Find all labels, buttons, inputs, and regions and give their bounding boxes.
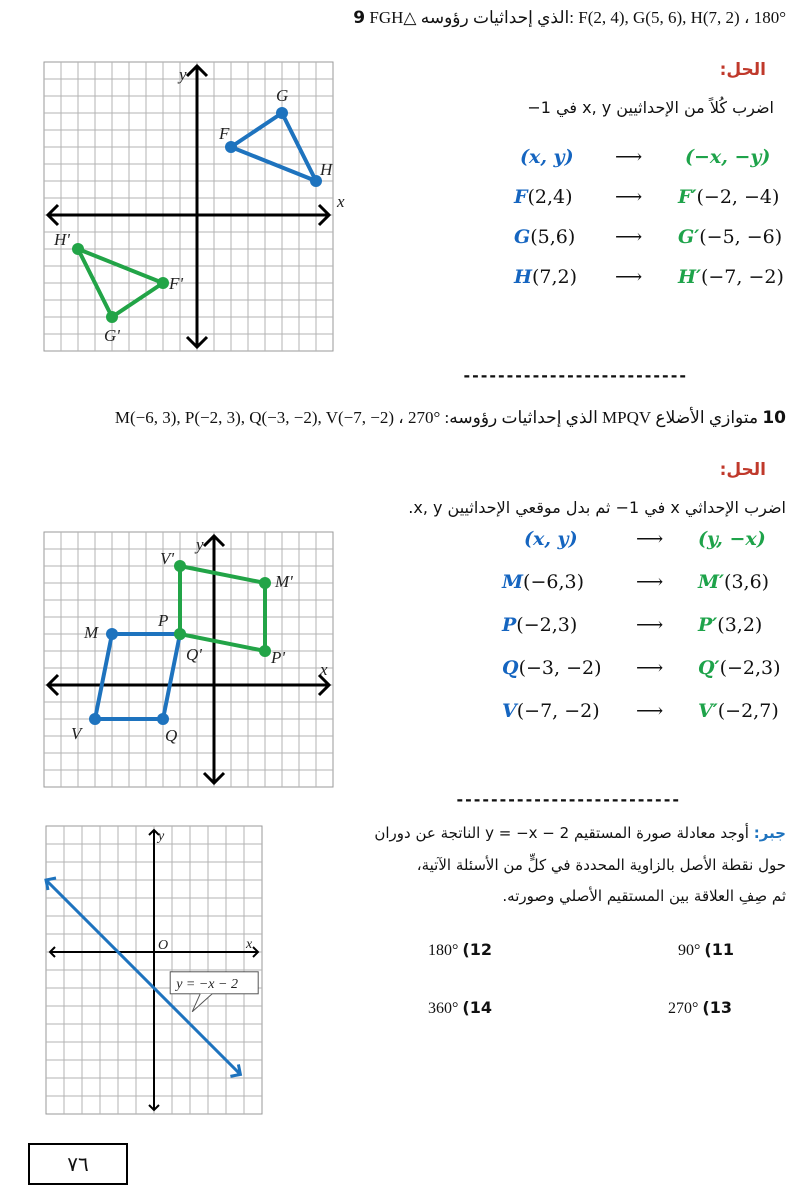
arrow: ⟶ (636, 700, 664, 722)
point-label: H (514, 266, 532, 288)
algebra-text-3: ثم صِفِ العلاقة بين المستقيم الأصلي وصورته. (502, 887, 786, 905)
vertex-point (157, 277, 169, 289)
vertex-label: P (158, 611, 169, 630)
vertex-label: M (84, 623, 99, 642)
x-axis-label: x (320, 660, 328, 679)
exercise-13 (668, 998, 732, 1018)
point-label: P (502, 614, 517, 636)
algebra-text-1: أوجد معادلة صورة المستقيم y = −x − 2 الناتجة عن دوران (374, 824, 749, 842)
equation-pointer (192, 994, 212, 1012)
page-number: ٧٦ (28, 1143, 128, 1185)
vertex-point (89, 713, 101, 725)
vertex-label: Q' (186, 645, 202, 664)
vertex-point (276, 107, 288, 119)
point-label: G (514, 226, 531, 248)
exercise-11 (678, 940, 734, 960)
point-coords: (7,2) (531, 266, 577, 288)
vertex-point (157, 713, 169, 725)
vertex-label: V' (160, 549, 175, 568)
problem-9-instruction: اضرب كُلاً من الإحداثيين x, y في 1− (527, 98, 774, 117)
arrow: ⟶ (636, 657, 664, 679)
algebra-line-1 (374, 824, 786, 842)
image-coords: (−2,3) (719, 657, 781, 679)
problem-9-solution-label: الحل: (719, 60, 766, 80)
algebra-text-2: حول نقطة الأصل بالزاوية المحددة في كلٍّ من الأسئلة الآتية، (416, 856, 786, 874)
vertex-label: Q (165, 726, 178, 745)
image-coords: (−7, −2) (700, 266, 784, 288)
vertex-label: G' (104, 326, 120, 345)
grid-border (44, 62, 333, 351)
image-coords: (3,2) (717, 614, 763, 636)
vertex-label: F' (169, 274, 184, 293)
problem-10-table (488, 528, 788, 743)
exercise-angle: 180° (428, 942, 459, 959)
problem-9-number: 9 (353, 8, 366, 28)
arrow: ⟶ (636, 528, 664, 550)
arrow: ⟶ (636, 614, 664, 636)
divider: -------------------------- (462, 366, 687, 385)
problem-10-number: 10 (762, 408, 786, 428)
image-coords: (−2,7) (717, 700, 779, 722)
vertex-label: V (71, 724, 82, 743)
point-coords: (2,4) (527, 186, 573, 208)
y-axis-label: y (179, 65, 187, 84)
image-label: V′ (698, 700, 718, 722)
y-axis-label: y (158, 829, 165, 844)
x-axis-label: x (246, 937, 253, 952)
header-original: (x, y) (524, 528, 578, 550)
table-row (488, 571, 788, 614)
y-axis-label: y (196, 535, 204, 554)
point-coords: (−6,3) (523, 571, 585, 593)
table-row (488, 657, 788, 700)
point-label: F (514, 186, 528, 208)
arrow: ⟶ (615, 226, 643, 248)
exercise-number: (12 (462, 940, 492, 959)
table-header-row (488, 528, 788, 571)
parallelogram-image (180, 566, 265, 651)
problem-10-statement (115, 408, 786, 428)
exercise-angle: 360° (428, 1000, 459, 1017)
point-coords: (−7, −2) (516, 700, 600, 722)
image-coords: (3,6) (724, 571, 770, 593)
divider: -------------------------- (455, 790, 680, 809)
vertex-point (106, 311, 118, 323)
vertex-label: G (276, 86, 289, 105)
vertex-point (259, 645, 271, 657)
vertex-label: H' (54, 230, 70, 249)
problem-9-text: FGH△ الذي إحداثيات رؤوسه: F(2, 4), G(5, 6), H(7, 2) ، 180° (369, 8, 786, 27)
vertex-label: M' (275, 572, 293, 591)
x-axis-label: x (337, 192, 345, 211)
point-coords: (−3, −2) (518, 657, 602, 679)
vertex-label: F (219, 124, 230, 143)
header-image: (y, −x) (698, 528, 766, 550)
exercise-number: (11 (704, 940, 734, 959)
exercise-12 (428, 940, 492, 960)
exercise-angle: 90° (678, 942, 701, 959)
problem-10-solution-label: الحل: (719, 460, 766, 480)
image-label: H′ (678, 266, 701, 288)
image-coords: (−5, −6) (699, 226, 783, 248)
vertex-point (106, 628, 118, 640)
vertex-label: P' (271, 648, 286, 667)
arrow: ⟶ (636, 571, 664, 593)
point-label: V (502, 700, 517, 722)
exercise-14 (428, 998, 492, 1018)
exercise-angle: 270° (668, 1000, 699, 1017)
vertex-point (259, 577, 271, 589)
vertex-point (72, 243, 84, 255)
image-label: M′ (698, 571, 725, 593)
image-label: F′ (678, 186, 697, 208)
origin-label: O (158, 938, 169, 953)
header-image: (−x, −y) (685, 146, 771, 168)
vertex-label: H (320, 160, 333, 179)
point-coords: (−2,3) (516, 614, 578, 636)
image-label: P′ (698, 614, 718, 636)
arrow: ⟶ (615, 186, 643, 208)
point-coords: (5,6) (530, 226, 576, 248)
point-label: M (502, 571, 524, 593)
table-row (488, 700, 788, 743)
point-label: Q (502, 657, 519, 679)
image-label: Q′ (698, 657, 720, 679)
exercise-number: (14 (462, 998, 492, 1017)
arrow: ⟶ (615, 146, 643, 168)
parallelogram-mpqv (95, 634, 180, 719)
header-original: (x, y) (520, 146, 574, 168)
image-coords: (−2, −4) (696, 186, 780, 208)
problem-10-text: متوازي الأضلاع MPQV الذي إحداثيات رؤوسه: M(−6, 3), P(−2, 3), Q(−3, −2), V(−7, −2) ، 270° (114, 408, 759, 427)
arrow: ⟶ (615, 266, 643, 288)
vertex-point (174, 560, 186, 572)
image-label: G′ (678, 226, 700, 248)
equation-label: y = −x − 2 (176, 976, 238, 992)
vertex-point (174, 628, 186, 640)
exercise-number: (13 (702, 998, 732, 1017)
algebra-label: جبر: (753, 824, 786, 842)
table-row (488, 614, 788, 657)
problem-10-instruction: اضرب الإحداثي x في 1− ثم بدل موقعي الإحداثيين x, y. (408, 498, 786, 517)
